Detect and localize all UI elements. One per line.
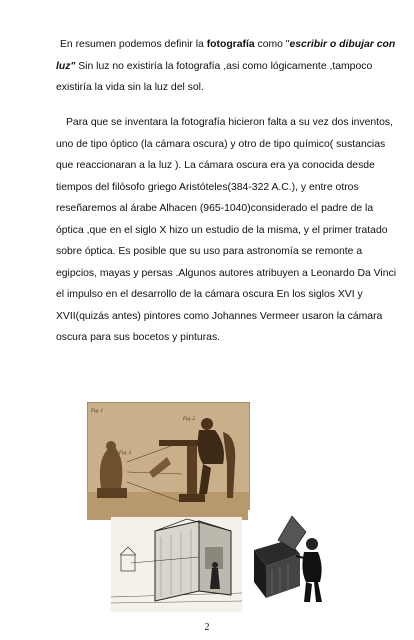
page-number: 2 — [204, 622, 210, 633]
engraving-camera-obscura-sepia — [87, 402, 250, 520]
paragraph-history: Para que se inventara la fotografía hicieron falta a su vez dos inventos, uno de tipo óptico (la cámara oscura) y otro de tipo químico( sustancias que reaccionaran a la luz ). La cámara oscura era ya conocida desde tiempos del filósofo griego Aristóteles(384-322 A.C.), y entre otros reseñaremos al árabe Alhacen (965-1040)considerado el padre de la óptica ,que en el siglo X hizo un estudio de la misma, y el primer tratado sobre óptica. Es posible que su uso para astronomía se remonte a egipcios, mayas y persas .Algunos autores atribuyen a Leonardo Da Vinci el impulso en el desarrollo de la cámara oscura En los siglos XVI y XVII(quizás antes) pintores como Johannes Vermeer usaron la cámara oscura para sus bocetos y pinturas. — [56, 117, 397, 343]
fig-label-1: Fig. 1 — [91, 409, 103, 414]
p1-pre: En resumen podemos definir la — [60, 39, 207, 50]
engraving-portable-camera-obscura — [248, 510, 328, 603]
paragraph-definition — [56, 34, 402, 99]
p1-post: Sin luz no existiría la fotografía ,asi como lógicamente ,tampoco existiría la vida sin la luz del sol. — [56, 60, 373, 93]
fig-label-3: Fig. 3 — [119, 451, 131, 456]
p1-mid: como " — [254, 39, 290, 50]
fig-label-2: Fig. 2 — [183, 417, 195, 422]
p1-quote: escribir o dibujar con luz" — [56, 39, 396, 72]
engraving-room-camera-obscura — [111, 517, 242, 612]
p1-bold-term: fotografía — [206, 39, 255, 50]
